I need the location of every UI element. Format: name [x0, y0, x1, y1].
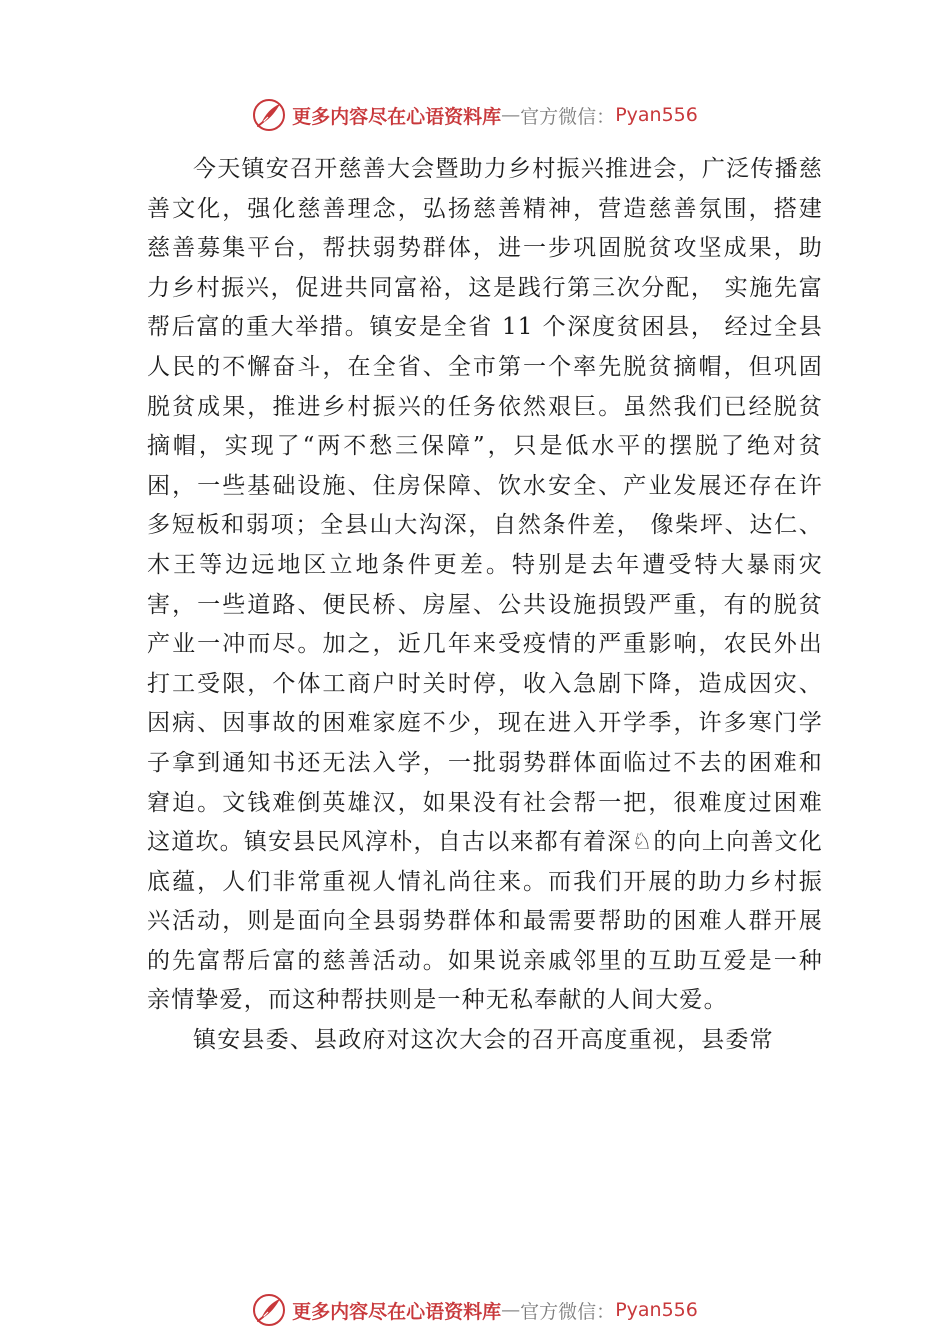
footer-wechat-id: Pyan556: [615, 1299, 698, 1321]
footer-banner: [0, 1290, 950, 1330]
header-banner: [0, 95, 950, 135]
quill-logo-icon: [252, 98, 286, 132]
header-dash: —: [501, 104, 521, 126]
document-body: [147, 150, 823, 1061]
header-wechat-id: Pyan556: [615, 104, 698, 126]
body-paragraph-1: 今天镇安召开慈善大会暨助力乡村振兴推进会，广泛传播慈善文化，强化慈善理念，弘扬慈善精神，营造慈善氛围，搭建慈善募集平台，帮扶弱势群体，进一步巩固脱贫攻坚成果，助力乡村振兴，促进共同富裕，这是践行第三次分配， 实施先富帮后富的重大举措。镇安是全省 11 个深度贫困县， 经过全县人民的不懈奋斗，在全省、全市第一个率先脱贫摘帽，但巩固脱贫成果，推进乡村振兴的任务依然艰巨。虽然我们已经脱贫摘帽，实现了“两不愁三保障”，只是低水平的摆脱了绝对贫困，一些基础设施、住房保障、饮水安全、产业发展还存在许多短板和弱项；全县山大沟深，自然条件差， 像柴坪、达仁、木王等边远地区立地条件更差。特别是去年遭受特大暴雨灾害，一些道路、便民桥、房屋、公共设施损毁严重，有的脱贫产业一冲而尽。加之，近几年来受疫情的严重影响，农民外出打工受限，个体工商户时关时停，收入急剧下降，造成因灾、因病、因事故的困难家庭不少，现在进入开学季，许多寒门学子拿到通知书还无法入学，一批弱势群体面临过不去的困难和窘迫。文钱难倒英雄汉，如果没有社会帮一把，很难度过困难这道坎。镇安县民风淳朴，自古以来都有着深♘的向上向善文化底蕴，人们非常重视人情礼尚往来。而我们开展的助力乡村振兴活动，则是面向全县弱势群体和最需要帮助的困难人群开展的先富帮后富的慈善活动。如果说亲戚邻里的互助互爱是一种亲情挚爱，而这种帮扶则是一种无私奉献的人间大爱。: [147, 156, 823, 1014]
quill-logo-icon: [252, 1293, 286, 1327]
header-title: 更多内容尽在心语资料库: [292, 105, 502, 128]
footer-wechat-label: 官方微信：: [520, 1300, 616, 1323]
body-paragraph-2: 镇安县委、县政府对这次大会的召开高度重视，县委常: [193, 1027, 774, 1054]
footer-dash: —: [501, 1299, 521, 1321]
footer-title: 更多内容尽在心语资料库: [292, 1300, 502, 1323]
header-wechat-label: 官方微信：: [520, 105, 616, 128]
